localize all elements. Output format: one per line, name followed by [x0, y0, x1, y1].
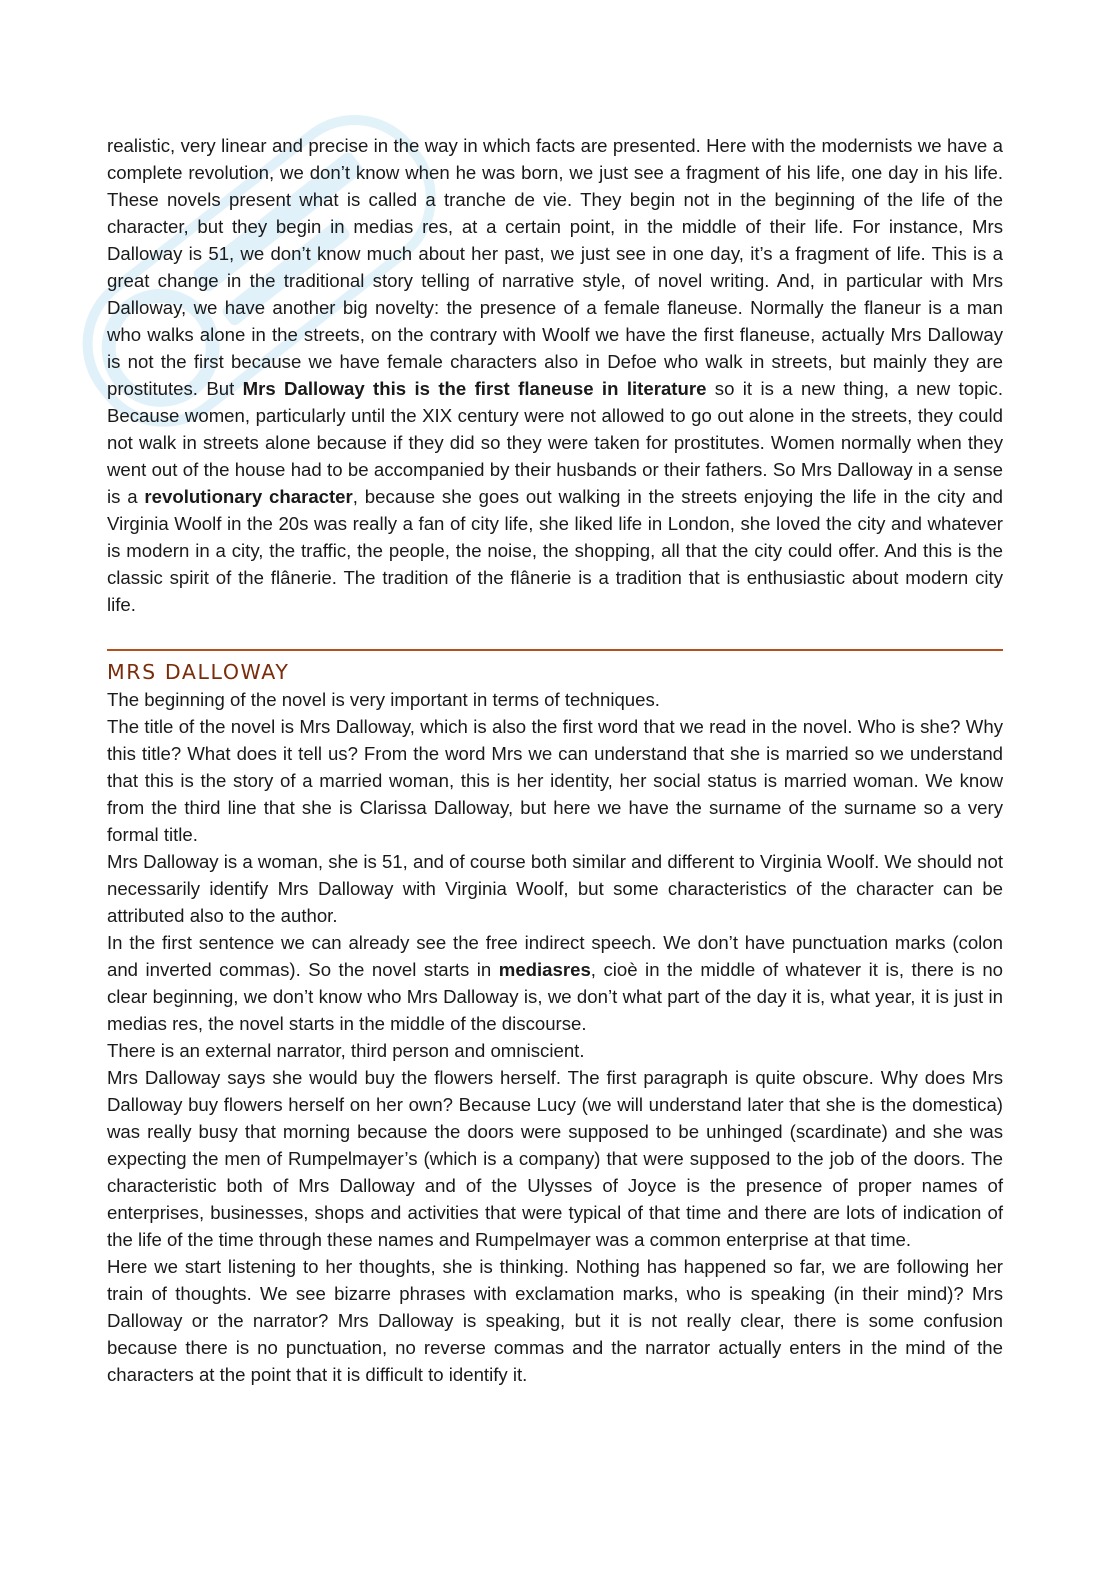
intro-bold-2: revolutionary character — [144, 486, 353, 507]
intro-bold-1: Mrs Dalloway this is the first flaneuse in literature — [242, 378, 707, 399]
section-paragraph-5: There is an external narrator, third person and omniscient. — [107, 1040, 585, 1061]
section-divider — [107, 649, 1003, 651]
intro-paragraph — [107, 132, 1003, 618]
section-paragraph-1: The beginning of the novel is very important in terms of techniques. — [107, 689, 660, 710]
section-paragraph-6: Mrs Dalloway says she would buy the flowers herself. The first paragraph is quite obscure. Why does Mrs Dalloway buy flowers herself on her own? Because Lucy (we will understand later that she is the domestica) was really busy that morning because the doors were supposed to be unhinged (scardinate) and she was expecting the men of Rumpelmayer’s (which is a company) that were supposed to the job of the doors. The characteristic both of Mrs Dalloway and of the Ulysses of Joyce is the presence of proper names of enterprises, businesses, shops and activities that were typical of that time and there are lots of indication of the life of the time through these names and Rumpelmayer was a common enterprise at that time. — [107, 1067, 1003, 1250]
section-paragraph-2: The title of the novel is Mrs Dalloway, which is also the first word that we read in the novel. Who is she? Why this title? What does it tell us? From the word Mrs we can understand that she is married so we understand that this is the story of a married woman, this is her identity, her social status is married woman. We know from the third line that she is Clarissa Dalloway, but here we have the surname of the surname so a very formal title. — [107, 716, 1003, 845]
section-paragraph-7: Here we start listening to her thoughts, she is thinking. Nothing has happened so far, we are following her train of thoughts. We see bizarre phrases with exclamation marks, who is speaking (in their mind)? Mrs Dalloway or the narrator? Mrs Dalloway is speaking, but it is not really clear, there is some confusion because there is no punctuation, no reverse commas and the narrator actually enters in the mind of the characters at the point that it is difficult to identify it. — [107, 1256, 1003, 1385]
section-heading: MRS DALLOWAY — [107, 660, 290, 684]
intro-text-2: so it is a new thing, a new topic. Because women, particularly until the XIX century were not allowed to go out alone in the streets, they could not walk in streets alone because if they did so they were taken for prostitutes. Women normally when they went out of the house had to be accompanied by their husbands or their fathers. So Mrs Dalloway in a sense is a — [107, 378, 1003, 507]
section-paragraph-3: Mrs Dalloway is a woman, she is 51, and of course both similar and different to Virginia Woolf. We should not necessarily identify Mrs Dalloway with Virginia Woolf, but some characteristics of the character can be attributed also to the author. — [107, 851, 1003, 926]
intro-text-3: , because she goes out walking in the streets enjoying the life in the city and Virginia Woolf in the 20s was really a fan of city life, she liked life in London, she loved the city and whatever is modern in a city, the traffic, the people, the noise, the shopping, all that the city could offer. And this is the classic spirit of the flânerie. The tradition of the flânerie is a tradition that is enthusiastic about modern city life. — [107, 486, 1003, 615]
p4-text-2: , cioè in the middle of whatever it is, there is no clear beginning, we don’t know who Mrs Dalloway is, we don’t what part of the day it is, what year, it is just in medias res, the novel starts in the middle of the discourse. — [107, 959, 1004, 1034]
intro-text-1: realistic, very linear and precise in the way in which facts are presented. Here with the modernists we have a complete revolution, we don’t know when he was born, we just see a fragment of his life, one day in his life. These novels present what is called a tranche de vie. They begin not in the beginning of the life of the character, but they begin in medias res, at a certain point, in the middle of their life. For instance, Mrs Dalloway is 51, we don’t know much about her past, we just see in one day, it’s a fragment of life. This is a great change in the traditional story telling of narrative style, of novel writing. And, in particular with Mrs Dalloway, we have another big novelty: the presence of a female flaneuse. Normally the flaneur is a man who walks alone in the streets, on the contrary with Woolf we have the first flaneuse, actually Mrs Dalloway is not the first because we have female characters also in Defoe who walk in streets, but mainly they are prostitutes. But — [107, 135, 1003, 399]
document-page — [107, 132, 1003, 1388]
section-paragraph-4 — [107, 929, 1003, 1037]
p4-text-1: In the first sentence we can already see the free indirect speech. We don’t have punctuation marks (colon and inverted commas). So the novel starts in — [107, 932, 1003, 980]
p4-bold-1: mediasres — [498, 959, 591, 980]
